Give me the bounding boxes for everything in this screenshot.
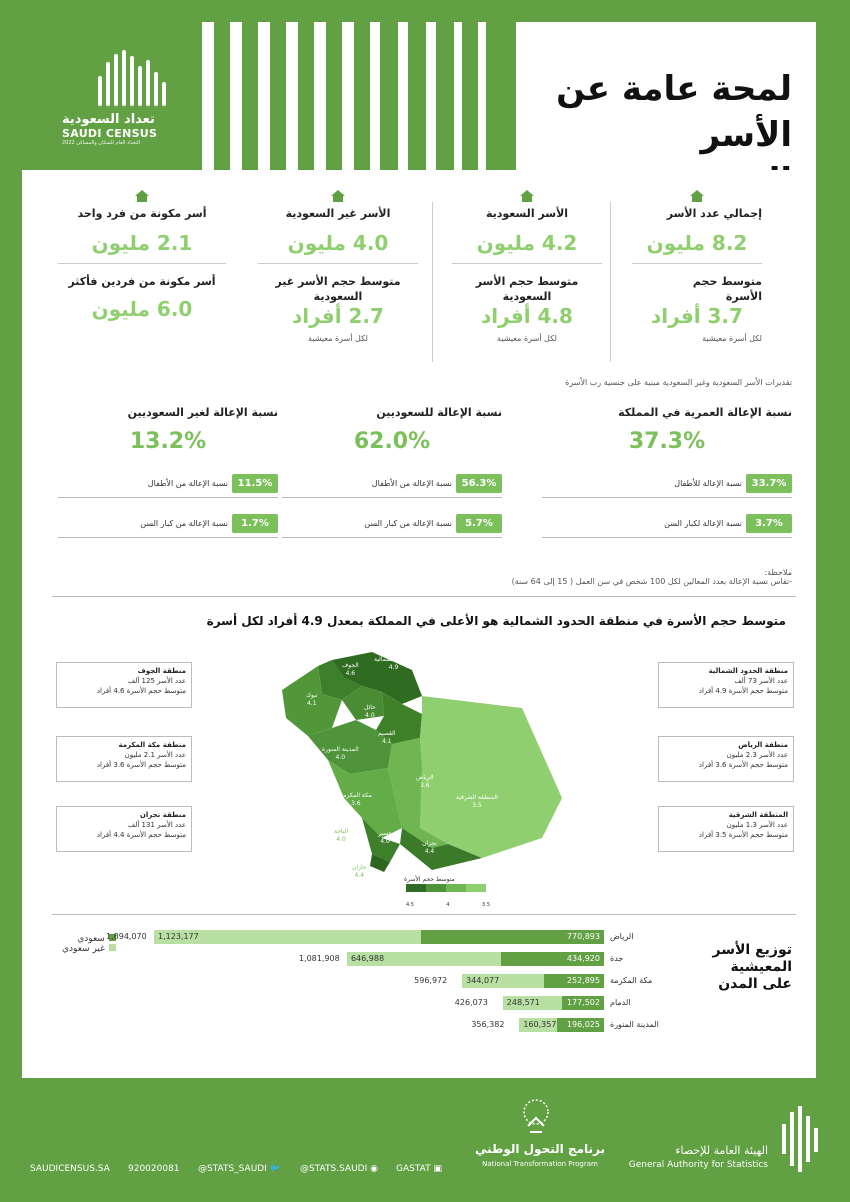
- dependency-kingdom: نسبة الإعالة العمرية في المملكة 37.3% 33.7% نسبة الإعالة للأطفال 3.7% نسبة الإعالة لكبار السن: [542, 406, 792, 538]
- census-logo-icon: [98, 50, 192, 106]
- bar-row: [22, 996, 816, 1010]
- twitter-handle[interactable]: @STATS_SAUDI 🐦: [198, 1164, 281, 1174]
- bar-total: 426,073: [454, 998, 488, 1007]
- gastat-logo-icon: [778, 1104, 822, 1174]
- map-callout: منطقة الجوف عدد الأسر 125 ألف متوسط حجم الأسرة 4.6 أفراد: [56, 662, 192, 708]
- decor-stripe: [202, 22, 214, 170]
- bar-city-label: الرياض: [610, 932, 634, 941]
- divider: [610, 202, 611, 362]
- header-banner: [22, 22, 816, 170]
- map-callout: منطقة نجران عدد الأسر 131 ألف متوسط حجم الأسرة 4.4 أفراد: [56, 806, 192, 852]
- bar-non-saudi: 160,357: [519, 1018, 557, 1032]
- dependency-row: 56.3% نسبة الإعالة من الأطفال: [282, 474, 502, 498]
- distribution-title: توزيع الأسر المعيشية على المدن: [712, 942, 792, 992]
- region-label: الباحة 4.0: [334, 828, 349, 843]
- region-label: مكة المكرمة 3.6: [340, 792, 372, 807]
- bar-city-label: مكة المكرمة: [610, 976, 653, 985]
- logo-subtitle: التعداد العام للسكان والمساكن 2022: [62, 140, 141, 146]
- map-callout: منطقة مكة المكرمة عدد الأسر 2.1 مليون متوسط حجم الأسرة 3.6 أفراد: [56, 736, 192, 782]
- map-heading: متوسط حجم الأسرة في منطقة الحدود الشمالية هو الأعلى في المملكة بمعدل 4.9 أفراد لكل أسرة: [206, 614, 786, 628]
- decor-stripe: [478, 22, 486, 170]
- house-icon: [520, 190, 534, 202]
- bar-non-saudi: 344,077: [462, 974, 544, 988]
- region-label: عسير 4.0: [378, 830, 393, 845]
- link-icon: ▣: [433, 1164, 442, 1174]
- logo-english: SAUDI CENSUS: [62, 127, 158, 140]
- map-legend-ticks: 4.5 4 3.5: [406, 902, 490, 908]
- census-logo: [62, 50, 192, 146]
- house-icon: [331, 190, 345, 202]
- bar-row: [22, 930, 816, 944]
- region-label: القصيم 4.1: [378, 730, 396, 745]
- region-label: الحدود الشمالية 4.9: [374, 656, 413, 671]
- bar-total: 596,972: [414, 976, 448, 985]
- bar-row: [22, 1018, 816, 1032]
- decor-stripe: [230, 22, 242, 170]
- bar-saudi: 177,502: [562, 996, 604, 1010]
- bar-saudi: 252,895: [544, 974, 604, 988]
- dependency-saudis: نسبة الإعالة للسعوديين 62.0% 56.3% نسبة الإعالة من الأطفال 5.7% نسبة الإعالة من كبار السن: [282, 406, 502, 538]
- region-label: نجران 4.4: [422, 840, 437, 855]
- bar-total: 1,894,070: [106, 932, 147, 941]
- decor-stripe: [454, 22, 462, 170]
- region-label: المنطقة الشرقية 3.5: [456, 794, 498, 809]
- dependency-non-saudis: نسبة الإعالة لغير السعوديين 13.2% 11.5% نسبة الإعالة من الأطفال 1.7% نسبة الإعالة من كبار السن: [58, 406, 278, 538]
- bar-saudi: 196,025: [557, 1018, 604, 1032]
- gastat-arabic: الهيئة العامة للإحصاء: [675, 1144, 768, 1157]
- gastat-english: General Authority for Statistics: [628, 1160, 768, 1170]
- bar-city-label: الدمام: [610, 998, 631, 1007]
- dependency-row: 33.7% نسبة الإعالة للأطفال: [542, 474, 792, 498]
- stat-saudi-households: الأسر السعودية 4.2 مليون متوسط حجم الأسر السعودية 4.8 أفراد لكل أسرة معيشية: [452, 190, 602, 343]
- decor-stripe: [398, 22, 408, 170]
- stat-non-saudi-households: الأسر غير السعودية 4.0 مليون متوسط حجم الأسر غير السعودية 2.7 أفراد لكل أسرة معيشية: [258, 190, 418, 343]
- gastat-link[interactable]: GASTAT ▣: [396, 1164, 442, 1174]
- dependency-row: 11.5% نسبة الإعالة من الأطفال: [58, 474, 278, 498]
- decor-stripe: [370, 22, 380, 170]
- remarks: ملاحظة: -تقاس نسبة الإعالة بعدد المعالين لكل 100 شخص في سن العمل ( 15 إلى 64 سنة): [511, 568, 792, 586]
- map-callout: المنطقة الشرقية عدد الأسر 1.3 مليون متوسط حجم الأسرة 3.5 أفراد: [658, 806, 794, 852]
- bar-total: 1,081,908: [298, 954, 340, 963]
- decor-stripe: [314, 22, 326, 170]
- divider: [432, 202, 433, 362]
- bar-saudi: 770,893: [421, 930, 604, 944]
- ntp-emblem-icon: [516, 1096, 556, 1142]
- distribution-legend: سعودي غير سعودي: [62, 934, 116, 954]
- footer: [0, 1078, 850, 1202]
- bar-city-label: المدينة المنورة: [610, 1020, 659, 1029]
- decor-stripe: [342, 22, 354, 170]
- dependency-row: 1.7% نسبة الإعالة من كبار السن: [58, 514, 278, 538]
- page-title: لمحة عامة عن الأسر: [556, 69, 792, 155]
- phone-number[interactable]: 920020081: [128, 1164, 180, 1174]
- divider: [52, 596, 796, 597]
- instagram-handle[interactable]: @STATS.SAUDI ◉: [300, 1164, 378, 1174]
- instagram-icon: ◉: [370, 1164, 378, 1174]
- website-link[interactable]: SAUDICENSUS.SA: [30, 1164, 110, 1174]
- region-label: تبوك 4.1: [306, 692, 318, 707]
- decor-stripe: [258, 22, 270, 170]
- region-label: حائل 4.0: [364, 704, 376, 719]
- region-label: المدينة المنورة 4.0: [322, 746, 359, 761]
- bar-non-saudi: 248,571: [503, 996, 562, 1010]
- map-callout: منطقة الحدود الشمالية عدد الأسر 73 ألف متوسط حجم الأسرة 4.9 أفراد: [658, 662, 794, 708]
- map-legend-title: متوسط حجم الأسرة: [404, 876, 455, 883]
- estimates-note: تقديرات الأسر السعودية وغير السعودية مبنية على جنسية رب الأسرة: [565, 378, 792, 387]
- map-callout: منطقة الرياض عدد الأسر 2.3 مليون متوسط حجم الأسرة 3.6 أفراد: [658, 736, 794, 782]
- bar-row: [22, 974, 816, 988]
- ntp-arabic: برنامج التحول الوطني: [474, 1142, 605, 1156]
- region-label: الرياض 3.6: [416, 774, 434, 789]
- bar-non-saudi: 646,988: [347, 952, 501, 966]
- decor-stripe: [426, 22, 436, 170]
- house-icon: [135, 190, 149, 202]
- dependency-row: 3.7% نسبة الإعالة لكبار السن: [542, 514, 792, 538]
- house-icon: [690, 190, 704, 202]
- stat-household-composition: أسر مكونة من فرد واحد 2.1 مليون أسر مكونة من فردين فأكثر 6.0 مليون: [58, 190, 226, 321]
- region-label: الجوف 4.6: [342, 662, 359, 677]
- bar-city-label: جدة: [610, 954, 624, 963]
- stat-total-households: إجمالي عدد الأسر 8.2 مليون متوسط حجم الأسرة 3.7 أفراد لكل أسرة معيشية: [632, 190, 762, 343]
- decor-stripe: [286, 22, 298, 170]
- bar-row: [22, 952, 816, 966]
- logo-arabic: تعداد السعودية: [62, 112, 155, 127]
- ntp-english: National Transformation Program: [482, 1160, 598, 1168]
- map-region-eastern: [420, 696, 562, 858]
- region-label: جازان 4.4: [352, 864, 367, 879]
- twitter-icon: 🐦: [269, 1164, 281, 1174]
- bar-saudi: 434,920: [501, 952, 604, 966]
- main-card: [22, 170, 816, 1078]
- bar-non-saudi: 1,123,177: [154, 930, 421, 944]
- bar-total: 356,382: [471, 1020, 505, 1029]
- divider: [52, 914, 796, 915]
- dependency-row: 5.7% نسبة الإعالة من كبار السن: [282, 514, 502, 538]
- map-legend: [406, 884, 486, 892]
- title-panel: [516, 22, 816, 170]
